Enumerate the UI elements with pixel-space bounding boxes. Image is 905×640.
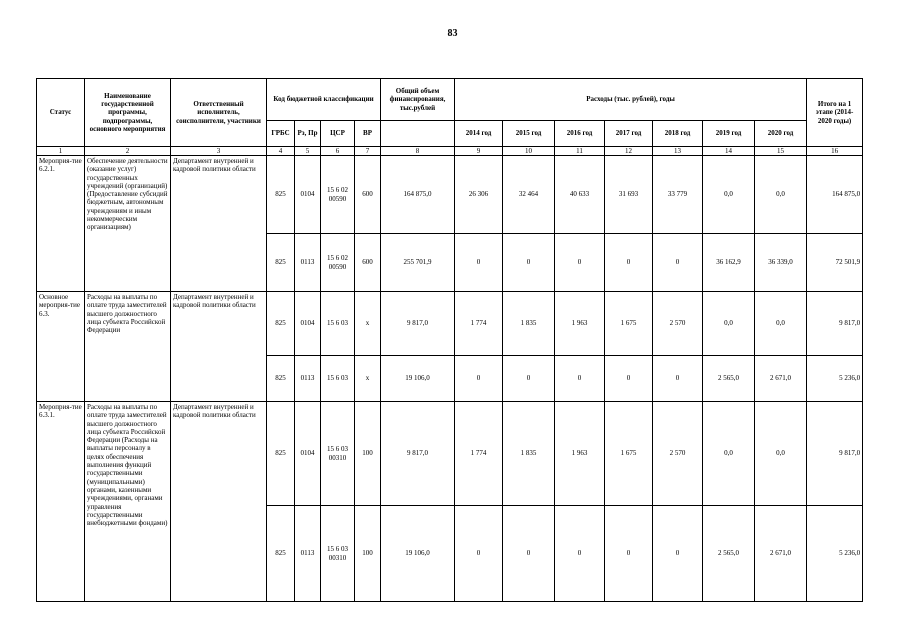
column-numbers-row bbox=[37, 147, 863, 156]
cell-total: 9 817,0 bbox=[381, 402, 455, 506]
cell-year: 0 bbox=[503, 356, 555, 402]
cell-year: 40 633 bbox=[555, 156, 605, 234]
budget-table bbox=[36, 78, 863, 602]
header-name: Наименование государственной программы, подпрограммы, основного мероприятия bbox=[85, 79, 171, 147]
cell-total: 9 817,0 bbox=[381, 292, 455, 356]
header-year: 2016 год bbox=[555, 121, 605, 147]
cell-csr: 15 6 02 00590 bbox=[321, 234, 355, 292]
cell-rzpr: 0113 bbox=[295, 506, 321, 602]
table-row bbox=[37, 156, 863, 234]
column-number: 12 bbox=[605, 147, 653, 156]
header-csr: ЦСР bbox=[321, 121, 355, 147]
column-number: 11 bbox=[555, 147, 605, 156]
cell-vr: 600 bbox=[355, 234, 381, 292]
header-rzpr: Рз, Пр bbox=[295, 121, 321, 147]
cell-year: 1 835 bbox=[503, 402, 555, 506]
cell-year: 1 774 bbox=[455, 292, 503, 356]
column-number: 7 bbox=[355, 147, 381, 156]
cell-year: 0,0 bbox=[755, 402, 807, 506]
cell-total: 255 701,9 bbox=[381, 234, 455, 292]
column-number: 10 bbox=[503, 147, 555, 156]
cell-year: 2 570 bbox=[653, 402, 703, 506]
cell-year: 0,0 bbox=[755, 156, 807, 234]
cell-year: 36 339,0 bbox=[755, 234, 807, 292]
cell-year: 1 675 bbox=[605, 292, 653, 356]
page-number: 83 bbox=[447, 28, 458, 39]
cell-year: 0 bbox=[555, 356, 605, 402]
cell-year: 0 bbox=[555, 506, 605, 602]
header-stage-total: Итого на 1 этапе (2014-2020 годы) bbox=[807, 79, 863, 147]
cell-grbs: 825 bbox=[267, 292, 295, 356]
cell-rzpr: 0104 bbox=[295, 156, 321, 234]
cell-year: 0,0 bbox=[703, 402, 755, 506]
header-year: 2014 год bbox=[455, 121, 503, 147]
cell-year: 1 835 bbox=[503, 292, 555, 356]
cell-year: 2 565,0 bbox=[703, 356, 755, 402]
cell-stage-total: 9 817,0 bbox=[807, 402, 863, 506]
cell-year: 0 bbox=[503, 506, 555, 602]
row-status: Мероприя-тие 6.3.1. bbox=[37, 402, 85, 602]
column-number: 5 bbox=[295, 147, 321, 156]
row-name: Расходы на выплаты по оплате труда заместителей высшего должностного лица субъекта Российской Федерации (Расходы на выплаты персоналу в целях обеспечения выполнения функций государственными (муниципальными) органами, казенными учреждениями, органами управления государственными внебюджетными фондами) bbox=[85, 402, 171, 602]
cell-total: 164 875,0 bbox=[381, 156, 455, 234]
cell-stage-total: 9 817,0 bbox=[807, 292, 863, 356]
cell-vr: х bbox=[355, 292, 381, 356]
cell-rzpr: 0113 bbox=[295, 356, 321, 402]
header-year: 2020 год bbox=[755, 121, 807, 147]
cell-year: 0 bbox=[455, 356, 503, 402]
cell-stage-total: 164 875,0 bbox=[807, 156, 863, 234]
cell-year: 0,0 bbox=[703, 156, 755, 234]
header-vr: ВР bbox=[355, 121, 381, 147]
column-number: 3 bbox=[171, 147, 267, 156]
cell-total: 19 106,0 bbox=[381, 356, 455, 402]
cell-vr: 600 bbox=[355, 156, 381, 234]
cell-stage-total: 72 501,9 bbox=[807, 234, 863, 292]
cell-vr: х bbox=[355, 356, 381, 402]
cell-year: 32 464 bbox=[503, 156, 555, 234]
header-year: 2018 год bbox=[653, 121, 703, 147]
row-responsible: Департамент внутренней и кадровой политики области bbox=[171, 156, 267, 292]
cell-grbs: 825 bbox=[267, 156, 295, 234]
cell-csr: 15 6 03 00310 bbox=[321, 402, 355, 506]
cell-year: 0,0 bbox=[755, 292, 807, 356]
cell-year: 0 bbox=[455, 506, 503, 602]
column-number: 1 bbox=[37, 147, 85, 156]
column-number: 4 bbox=[267, 147, 295, 156]
cell-vr: 100 bbox=[355, 402, 381, 506]
cell-grbs: 825 bbox=[267, 402, 295, 506]
header-total-financing: Общий объем финансирования, тыс.рублей bbox=[381, 79, 455, 121]
cell-year: 0 bbox=[605, 356, 653, 402]
cell-year: 0 bbox=[605, 234, 653, 292]
cell-csr: 15 6 03 bbox=[321, 292, 355, 356]
header-grbs: ГРБС bbox=[267, 121, 295, 147]
cell-year: 0 bbox=[605, 506, 653, 602]
cell-rzpr: 0104 bbox=[295, 402, 321, 506]
cell-grbs: 825 bbox=[267, 356, 295, 402]
cell-year: 0 bbox=[653, 234, 703, 292]
cell-year: 0,0 bbox=[703, 292, 755, 356]
cell-year: 0 bbox=[653, 506, 703, 602]
cell-rzpr: 0113 bbox=[295, 234, 321, 292]
column-number: 15 bbox=[755, 147, 807, 156]
header-responsible: Ответственный исполнитель, соисполнители, участники bbox=[171, 79, 267, 147]
header-total-blank bbox=[381, 121, 455, 147]
cell-year: 1 774 bbox=[455, 402, 503, 506]
row-responsible: Департамент внутренней и кадровой политики области bbox=[171, 292, 267, 402]
cell-year: 2 570 bbox=[653, 292, 703, 356]
header-year: 2017 год bbox=[605, 121, 653, 147]
cell-year: 2 671,0 bbox=[755, 506, 807, 602]
cell-year: 2 671,0 bbox=[755, 356, 807, 402]
cell-year: 31 693 bbox=[605, 156, 653, 234]
cell-csr: 15 6 03 bbox=[321, 356, 355, 402]
row-name: Обеспечение деятельности (оказание услуг) государственных учреждений (организаций) (Предоставление субсидий бюджетным, автономным учреждениям и иным некоммерческим организациям) bbox=[85, 156, 171, 292]
cell-csr: 15 6 03 00310 bbox=[321, 506, 355, 602]
cell-year: 0 bbox=[503, 234, 555, 292]
column-number: 6 bbox=[321, 147, 355, 156]
cell-stage-total: 5 236,0 bbox=[807, 506, 863, 602]
header-expenses: Расходы (тыс. рублей), годы bbox=[455, 79, 807, 121]
cell-year: 0 bbox=[555, 234, 605, 292]
table-row bbox=[37, 402, 863, 506]
cell-grbs: 825 bbox=[267, 234, 295, 292]
column-number: 14 bbox=[703, 147, 755, 156]
cell-year: 0 bbox=[653, 356, 703, 402]
table-row bbox=[37, 292, 863, 356]
cell-stage-total: 5 236,0 bbox=[807, 356, 863, 402]
row-status: Мероприя-тие 6.2.1. bbox=[37, 156, 85, 292]
cell-vr: 100 bbox=[355, 506, 381, 602]
row-responsible: Департамент внутренней и кадровой политики области bbox=[171, 402, 267, 602]
row-status: Основное мероприя-тие 6.3. bbox=[37, 292, 85, 402]
column-number: 13 bbox=[653, 147, 703, 156]
header-status: Статус bbox=[37, 79, 85, 147]
header-year: 2019 год bbox=[703, 121, 755, 147]
column-number: 2 bbox=[85, 147, 171, 156]
cell-year: 1 963 bbox=[555, 402, 605, 506]
cell-year: 2 565,0 bbox=[703, 506, 755, 602]
cell-grbs: 825 bbox=[267, 506, 295, 602]
cell-year: 1 675 bbox=[605, 402, 653, 506]
row-name: Расходы на выплаты по оплате труда заместителей высшего должностного лица субъекта Российской Федерации bbox=[85, 292, 171, 402]
cell-year: 33 779 bbox=[653, 156, 703, 234]
cell-year: 1 963 bbox=[555, 292, 605, 356]
column-number: 8 bbox=[381, 147, 455, 156]
column-number: 9 bbox=[455, 147, 503, 156]
header-budget-code: Код бюджетной классификации bbox=[267, 79, 381, 121]
cell-total: 19 106,0 bbox=[381, 506, 455, 602]
cell-rzpr: 0104 bbox=[295, 292, 321, 356]
cell-year: 36 162,9 bbox=[703, 234, 755, 292]
header-year: 2015 год bbox=[503, 121, 555, 147]
cell-year: 26 306 bbox=[455, 156, 503, 234]
cell-year: 0 bbox=[455, 234, 503, 292]
cell-csr: 15 6 02 00590 bbox=[321, 156, 355, 234]
column-number: 16 bbox=[807, 147, 863, 156]
